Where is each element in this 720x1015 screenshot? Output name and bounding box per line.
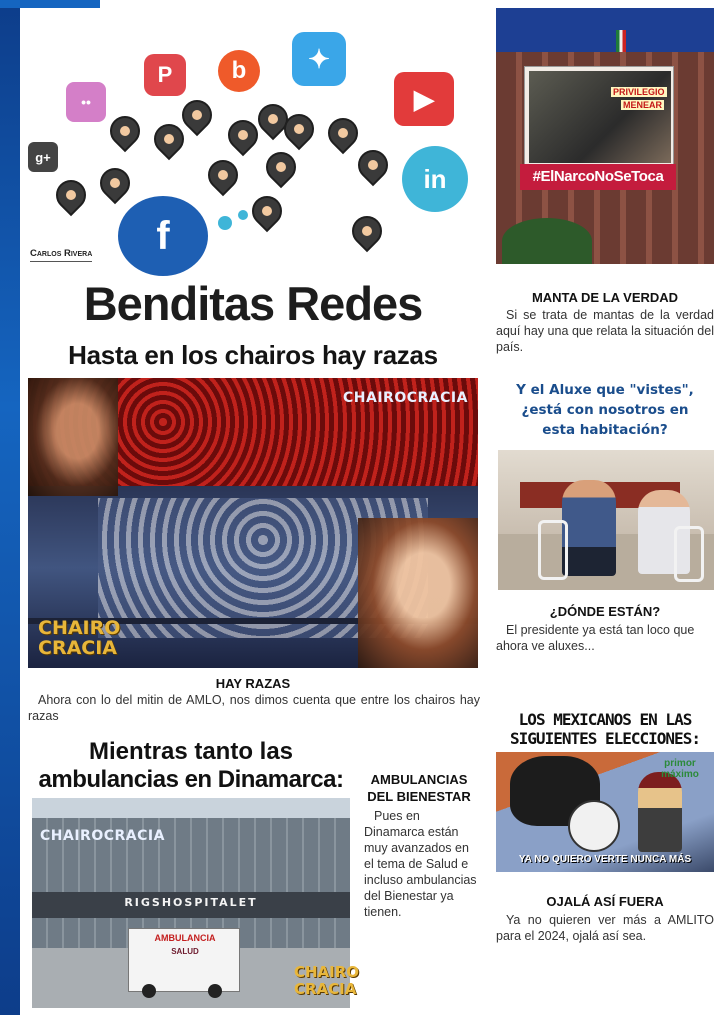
page-edge-stripe: [0, 0, 20, 1015]
person-left: [562, 480, 616, 576]
pinterest-icon: P: [144, 54, 186, 96]
masthead-title: Benditas Redes: [83, 277, 423, 330]
story2-caption-title-line2: DEL BIENESTAR: [367, 789, 471, 804]
user-pin-icon: [352, 144, 394, 186]
story5-watermark: primor máximo: [661, 758, 699, 780]
linkedin-icon: in: [402, 146, 468, 212]
story4-question-line1: Y el Aluxe que "vistes",: [516, 382, 694, 398]
hashtag-banner: #ElNarcoNoSeToca: [520, 164, 676, 190]
twitter-icon: ✦: [292, 32, 346, 86]
story2-headline-line2: ambulancias en Dinamarca:: [38, 766, 344, 793]
story1-caption-title: HAY RAZAS: [215, 676, 291, 691]
banner-top-line2: MENEAR: [623, 100, 663, 110]
social-collage: [26, 28, 476, 276]
user-pin-icon: [246, 190, 288, 232]
story1-caption-body: Ahora con lo del mitin de AMLO, nos dimos cuenta que entre los chairos hay razas: [28, 693, 480, 723]
user-pin-icon: [346, 210, 388, 252]
meme-figure-right: [638, 772, 682, 852]
flag: [616, 30, 626, 54]
banner-photo: [529, 71, 671, 163]
story3-caption-title: MANTA DE LA VERDAD: [531, 290, 679, 305]
sky: [496, 8, 714, 56]
building-sign: RIGSHOSPITALET: [124, 896, 258, 909]
story5-photo: [496, 752, 714, 872]
story4-caption-body: El presidente ya está tan loco que ahora ve aluxes...: [496, 623, 695, 653]
story4-question-line3: esta habitación?: [542, 422, 668, 438]
user-pin-icon: [104, 110, 146, 152]
youtube-icon: ▶: [394, 72, 454, 126]
story2-headline-line1: Mientras tanto las: [88, 738, 294, 765]
story3-photo: [496, 8, 714, 264]
story4-question-line2: ¿está con nosotros en: [521, 402, 689, 418]
story2-caption-body: Pues en Dinamarca están muy avanzados en el tema de Salud e incluso ambulancias del Bienestar ya tienen.: [364, 809, 477, 919]
connector-dot: [218, 216, 232, 230]
story1-watermark: CHAIROCRACIA: [343, 390, 468, 406]
flickr-icon: ••: [66, 82, 106, 122]
user-pin-icon: [202, 154, 244, 196]
meme-subtitle: YA NO QUIERO VERTE NUNCA MÁS: [518, 854, 692, 865]
story4-caption-title: ¿DÓNDE ESTÁN?: [549, 604, 661, 619]
ambulance-label: AMBULANCIA: [154, 933, 216, 943]
ambulance-wheel: [208, 984, 222, 998]
story4-photo: [498, 450, 714, 590]
chair-right: [674, 526, 704, 582]
story5-headline-line2: SIGUIENTES ELECCIONES:: [510, 729, 700, 748]
tree: [502, 218, 592, 264]
author-byline: Carlos Rivera: [30, 248, 92, 262]
ambulance-vehicle: [128, 928, 240, 992]
story1-photo: [28, 378, 478, 668]
story5-caption-title: OJALÁ ASÍ FUERA: [546, 894, 664, 909]
story2-photo: [32, 798, 360, 1008]
user-pin-icon: [260, 146, 302, 188]
user-pin-icon: [176, 94, 218, 136]
ambulance-sub: SALUD: [171, 947, 199, 956]
story3-caption-body: Si se trata de mantas de la verdad aquí hay una que relata la situación del país.: [496, 308, 714, 354]
googleplus-icon: g+: [28, 142, 58, 172]
story2-brand-line1: CHAIRO: [294, 963, 360, 981]
facebook-icon: f: [118, 196, 208, 276]
user-pin-icon: [94, 162, 136, 204]
story5-caption-body: Ya no quieren ver más a AMLITO para el 2024, ojalá así sea.: [496, 913, 714, 943]
banner-top-line1: PRIVILEGIO: [613, 87, 665, 97]
user-pin-icon: [322, 112, 364, 154]
user-pin-icon: [148, 118, 190, 160]
page-corner-stripe: [0, 0, 100, 8]
story1-brand-line1: CHAIRO: [38, 617, 121, 639]
chair-left: [538, 520, 568, 580]
woman-face-inset: [358, 518, 478, 668]
story2-caption-title-line1: AMBULANCIAS: [370, 772, 468, 787]
man-face-inset: [28, 378, 118, 496]
story2-watermark: CHAIROCRACIA: [40, 828, 165, 844]
story1-brand-line2: CRACIA: [38, 637, 117, 659]
beats-icon: b: [218, 50, 260, 92]
ambulance-wheel: [142, 984, 156, 998]
connector-dot: [238, 210, 248, 220]
user-pin-icon: [50, 174, 92, 216]
meme-face-center: [568, 800, 620, 852]
story1-headline: Hasta en los chairos hay razas: [68, 340, 438, 370]
story2-brand-line2: CRACIA: [294, 980, 357, 998]
story5-headline-line1: LOS MEXICANOS EN LAS: [518, 710, 692, 729]
